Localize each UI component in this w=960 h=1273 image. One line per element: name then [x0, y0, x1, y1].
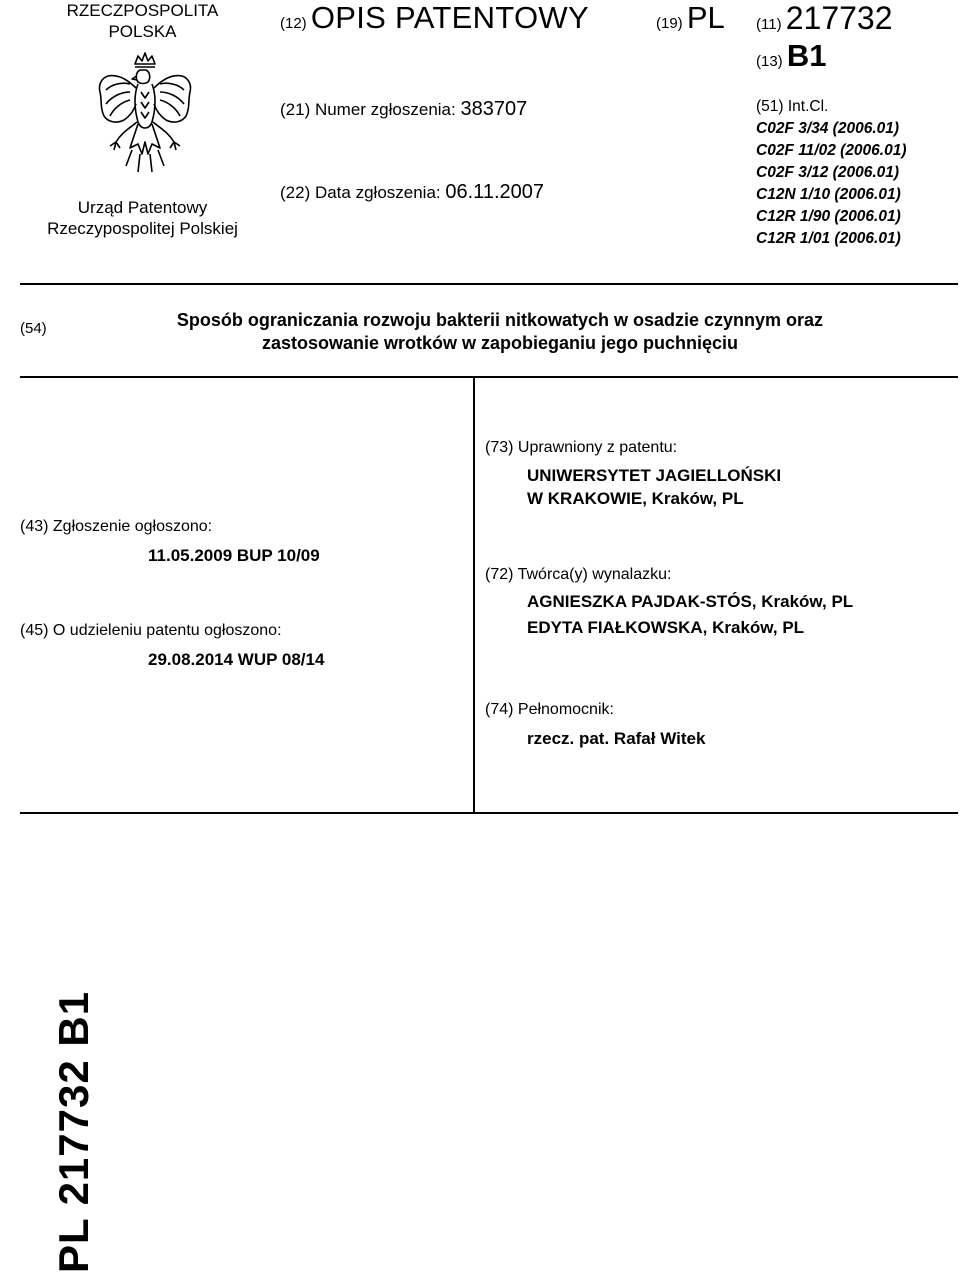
- side-patent-id: PL 217732 B1: [50, 990, 97, 1273]
- int-cl-item: C02F 11/02 (2006.01): [756, 142, 907, 159]
- divider-title: [20, 376, 958, 378]
- int-cl-item: C12N 1/10 (2006.01): [756, 186, 901, 203]
- announcement-value: 11.05.2009 BUP 10/09: [148, 546, 320, 565]
- proprietor-label: (73) Uprawniony z patentu:: [485, 439, 678, 456]
- document-type: (12) OPIS PATENTOWY: [280, 0, 589, 35]
- application-number: (21) Numer zgłoszenia: 383707: [280, 98, 528, 120]
- announcement-label: (43) Zgłoszenie ogłoszono:: [20, 518, 213, 535]
- grant-value: 29.08.2014 WUP 08/14: [148, 650, 325, 669]
- inventors-label: (72) Twórca(y) wynalazku:: [485, 566, 672, 583]
- int-cl-list: (51) Int.Cl. C02F 3/34 (2006.01) C02F 11/02 (2006.01) C02F 3/12 (2006.01) C12N 1/10 (2006.01) C12R 1/90 (2006.01) C12R 1/01 (2006.01): [756, 96, 907, 250]
- kind-code: (13) B1: [756, 38, 827, 73]
- proprietor-line2: W KRAKOWIE, Kraków, PL: [527, 489, 744, 508]
- int-cl-item: C02F 3/34 (2006.01): [756, 120, 900, 137]
- country-name: RZECZPOSPOLITA POLSKA: [66, 1, 219, 41]
- patent-number: (11) 217732: [756, 0, 893, 36]
- attorney-label: (74) Pełnomocnik:: [485, 701, 614, 718]
- patent-office-name: Urząd Patentowy Rzeczypospolitej Polskiej: [47, 198, 238, 238]
- int-cl-item: C12R 1/90 (2006.01): [756, 208, 901, 225]
- int-cl-item: C12R 1/01 (2006.01): [756, 230, 901, 247]
- attorney-name: rzecz. pat. Rafał Witek: [527, 729, 706, 748]
- invention-title: Sposób ograniczania rozwoju bakterii nitkowatych w osadzie czynnym oraz zastosowanie wrotków w zapobieganiu jego puchnięciu: [176, 310, 824, 353]
- inventor-2: EDYTA FIAŁKOWSKA, Kraków, PL: [527, 618, 805, 637]
- title-code: (54): [20, 320, 47, 337]
- polish-eagle-emblem: [90, 50, 200, 178]
- country-code: (19) PL: [656, 0, 725, 35]
- divider-top: [20, 283, 958, 285]
- grant-label: (45) O udzieleniu patentu ogłoszono:: [20, 622, 282, 639]
- inventor-1: AGNIESZKA PAJDAK-STÓS, Kraków, PL: [527, 592, 854, 611]
- int-cl-item: C02F 3/12 (2006.01): [756, 164, 900, 181]
- application-date: (22) Data zgłoszenia: 06.11.2007: [280, 181, 544, 203]
- divider-vertical: [473, 377, 475, 813]
- divider-bottom: [20, 812, 958, 814]
- proprietor-line1: UNIWERSYTET JAGIELLOŃSKI: [527, 466, 782, 485]
